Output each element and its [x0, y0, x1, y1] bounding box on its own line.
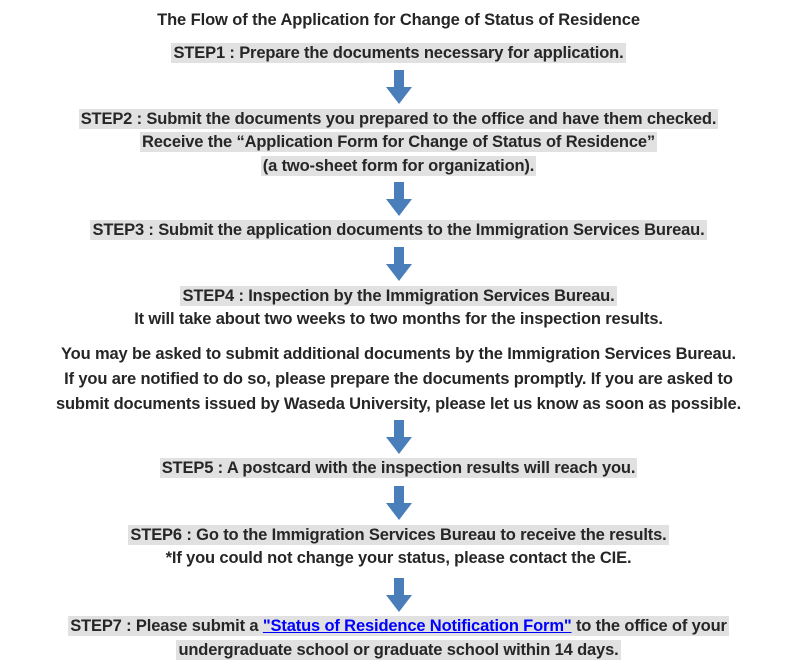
step7-line-2: undergraduate school or graduate school within 14 days.	[178, 641, 619, 660]
step3-block	[0, 219, 797, 243]
flow-arrow-3	[0, 247, 797, 281]
down-arrow-icon	[386, 182, 412, 216]
step7-text-after: to the office of your	[571, 617, 727, 636]
step7-text-before: STEP7 : Please submit a	[70, 617, 263, 636]
step5-line-1: STEP5 : A postcard with the inspection results will reach you.	[161, 458, 636, 477]
flow-arrow-2	[0, 182, 797, 216]
step5-block	[0, 457, 797, 481]
flow-arrow-6	[0, 578, 797, 612]
step2-line-1: STEP2 : Submit the documents you prepared to the office and have them checked.	[80, 109, 717, 128]
step3-line-1: STEP3 : Submit the application documents to the Immigration Services Bureau.	[92, 220, 705, 239]
note-line-3: submit documents issued by Waseda University, please let us know as soon as possible.	[55, 395, 742, 414]
down-arrow-icon	[386, 247, 412, 281]
step4-block	[0, 285, 797, 333]
note-line-2: If you are notified to do so, please prepare the documents promptly. If you are asked to	[64, 370, 733, 389]
step4-line-2: It will take about two weeks to two months for the inspection results.	[134, 310, 663, 329]
step2-line-2: Receive the “Application Form for Change of Status of Residence”	[142, 133, 655, 152]
step1-block	[0, 42, 797, 66]
step2-block	[0, 108, 797, 180]
step7-line-1	[0, 615, 797, 639]
step7-block	[0, 615, 797, 663]
status-of-residence-notification-form-link[interactable]: "Status of Residence Notification Form"	[262, 617, 572, 636]
step6-line-1: STEP6 : Go to the Immigration Services Bureau to receive the results.	[130, 525, 667, 544]
step6-block	[0, 524, 797, 572]
step4-line-1: STEP4 : Inspection by the Immigration Services Bureau.	[182, 286, 615, 305]
flow-arrow-5	[0, 486, 797, 520]
note-line-1: You may be asked to submit additional documents by the Immigration Services Bureau.	[61, 345, 736, 364]
additional-documents-note	[0, 342, 797, 417]
step2-line-3: (a two-sheet form for organization).	[262, 157, 535, 176]
down-arrow-icon	[386, 486, 412, 520]
page-title: The Flow of the Application for Change of Status of Residence	[157, 11, 640, 29]
flow-arrow-1	[0, 70, 797, 104]
step1-line-1: STEP1 : Prepare the documents necessary for application.	[173, 43, 624, 62]
down-arrow-icon	[386, 420, 412, 454]
down-arrow-icon	[386, 70, 412, 104]
flow-arrow-4	[0, 420, 797, 454]
step6-line-2: *If you could not change your status, please contact the CIE.	[165, 549, 632, 568]
down-arrow-icon	[386, 578, 412, 612]
